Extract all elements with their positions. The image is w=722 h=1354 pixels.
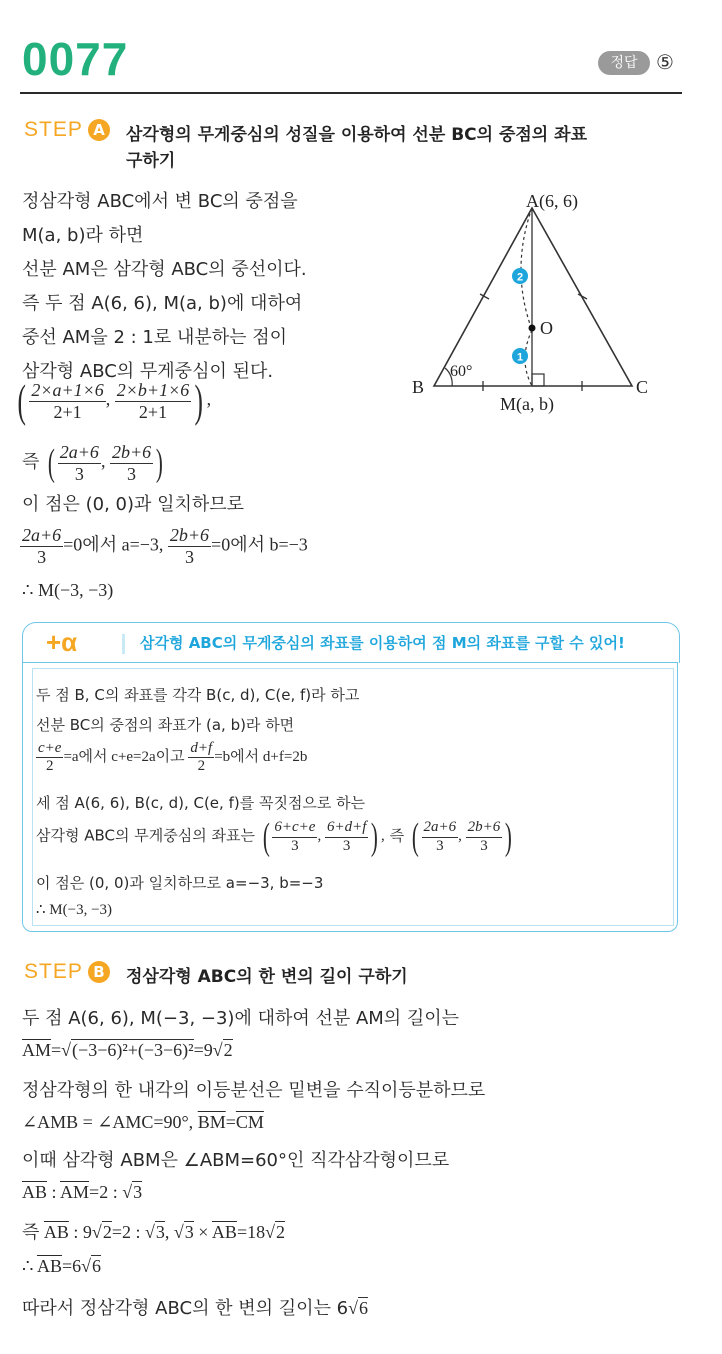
radicand: 3: [184, 1222, 194, 1242]
radicand: 6: [359, 1298, 369, 1318]
ab-result-line: ∴ $\overline{AB}=6√6$: [22, 1256, 102, 1276]
frac-den: 3: [480, 837, 488, 854]
solve-line: [20, 525, 308, 567]
body-line-2: M(a, b)라 하면: [22, 225, 144, 246]
radicand: (−3−6)²+(−3−6)²: [72, 1040, 194, 1060]
tip-line-2: 선분 BC의 중점의 좌표가 (a, b)라 하면: [36, 716, 295, 734]
ratio-rest: =2 :: [89, 1182, 123, 1202]
solve-b: =0에서 b=−3: [211, 534, 308, 555]
angle-label: 60°: [450, 363, 473, 380]
frac-den: 3: [74, 463, 84, 484]
solve-end: =18: [236, 1222, 266, 1242]
final-answer-line: 따라서 정삼각형 ABC의 한 변의 길이는 6√6: [22, 1298, 369, 1319]
radicand: 3: [155, 1222, 165, 1242]
step-b-line-3: 정삼각형의 한 내각의 이등분선은 밑변을 수직이등분하므로: [22, 1080, 486, 1101]
frac-num: 6+c+e: [272, 819, 317, 837]
step-a-title-line2: 구하기: [126, 151, 176, 171]
solve-mid2: =2 :: [111, 1222, 145, 1242]
ratio-colon: :: [47, 1182, 61, 1202]
tip-line-3-end: =b에서 d+f=2b: [214, 749, 308, 766]
body-line-3: 선분 AM은 삼각형 ABC의 중선이다.: [22, 259, 307, 280]
segment-ab: $\overline{AB}$: [36, 1256, 62, 1276]
step-b-line-1: 두 점 A(6, 6), M(−3, −3)에 대하여 선분 AM의 길이는: [22, 1008, 460, 1029]
label-o: O: [540, 318, 553, 338]
frac-den: 3: [342, 837, 351, 854]
step-b-title: 정삼각형 ABC의 한 변의 길이 구하기: [126, 967, 408, 987]
simplified-prefix: 즉: [22, 451, 40, 473]
solve-ab-line: 즉 $\overline{AB}$ : 9√2=2 : √3, $√3 \times \overline{AB}=18√2$: [22, 1222, 285, 1242]
am-rhs: =9: [193, 1040, 213, 1060]
triangle-abc: [434, 208, 632, 386]
right-angle-mark: [532, 374, 544, 386]
solve-mid4: ×: [193, 1222, 212, 1242]
ab-eq: =6: [61, 1256, 82, 1276]
frac-den: 2+1: [138, 401, 168, 422]
result-m: ∴ M(−3, −3): [22, 580, 114, 600]
step-a-label: STEP: [24, 118, 83, 141]
triangle-figure: [400, 180, 700, 420]
body-line-4: 즉 두 점 A(6, 6), M(a, b)에 대하여: [22, 293, 303, 314]
segment-am: $\overline{AM}$: [60, 1182, 90, 1202]
solve-a: =0에서 a=−3,: [63, 534, 164, 555]
frac-num: 6+d+f: [325, 819, 368, 837]
solve-prefix: 즉: [22, 1222, 40, 1242]
radicand: 6: [92, 1256, 102, 1276]
segment-ab: $\overline{AB}$: [211, 1222, 237, 1242]
segment-ab: $\overline{AB}$: [22, 1182, 48, 1202]
segment-bm: $\overline{BM}$: [197, 1112, 226, 1132]
frac-num: 2b+6: [111, 442, 152, 462]
problem-number: 0077: [22, 33, 129, 85]
marker-2-text: 2: [516, 271, 524, 284]
body-line-6: 삼각형 ABC의 무게중심이 된다.: [22, 361, 274, 382]
step-b-circle: B: [88, 961, 110, 983]
step-a-title-line1: 삼각형의 무게중심의 성질을 이용하여 선분 BC의 중점의 좌표: [126, 125, 587, 145]
tip-line-5: 삼각형 ABC의 무게중심의 좌표는 ( $\frac{6+c+e}{3}$ , $\frac{6+d+f}{3}$ ) , 즉 ( $\frac{2a+6}{3}$ , $\frac{2b+6}{3}$ ): [36, 816, 513, 858]
step-b-line-5: 이때 삼각형 ABM은 ∠ABM=60°인 직각삼각형이므로: [22, 1150, 450, 1171]
frac-num: 2b+6: [169, 525, 210, 545]
tip-line-3: [36, 740, 307, 776]
tip-divider: [122, 634, 125, 654]
frac-den: 3: [127, 463, 137, 484]
ratio-line: $\overline{AB}$ : $\overline{AM}=2$ : √3: [22, 1182, 143, 1202]
tip-header: 삼각형 ABC의 무게중심의 좌표를 이용하여 점 M의 좌표를 구할 수 있어!: [140, 634, 625, 652]
final-text: 따라서 정삼각형 ABC의 한 변의 길이는 6: [22, 1298, 349, 1319]
tip-line-6: 이 점은 (0, 0)과 일치하므로 a=−3, b=−3: [36, 874, 324, 892]
tip-line-5-mid: 즉: [389, 826, 405, 845]
radicand: 3: [133, 1182, 143, 1202]
frac-den: 3: [37, 546, 47, 567]
frac-num: 2a+6: [422, 819, 459, 837]
tip-line-3-mid: =a에서 c+e=2a이고: [63, 749, 185, 766]
label-a: A(6, 6): [526, 191, 578, 211]
step-a-circle: A: [88, 119, 110, 141]
angle-line: [22, 1112, 264, 1133]
marker-1-text: 1: [516, 351, 524, 364]
radicand: 2: [275, 1222, 285, 1242]
segment-am: $\overline{AM}$: [22, 1040, 52, 1060]
frac-num: 2a+6: [22, 525, 62, 545]
frac-den: 3: [291, 837, 299, 854]
radicand: 2: [102, 1222, 112, 1242]
eq-sign: =: [225, 1112, 236, 1132]
frac-den: 3: [436, 837, 444, 854]
centroid-o: [529, 325, 536, 332]
am-length-line: $\overline{AM}=√(-3-6)^2+(-3-6)^2=9√2$: [22, 1040, 233, 1060]
solve-mid: : 9: [68, 1222, 92, 1242]
body-line-10: 이 점은 (0, 0)과 일치하므로: [22, 494, 245, 515]
answer-badge: 정답: [598, 51, 650, 75]
frac-num: 2b+6: [466, 819, 503, 837]
label-m: M(a, b): [500, 394, 554, 414]
tip-line-5-prefix: 삼각형 ABC의 무게중심의 좌표는: [36, 826, 255, 845]
solve-mid3: ,: [164, 1222, 174, 1242]
frac-den: 2: [197, 758, 206, 775]
radicand: 2: [223, 1040, 233, 1060]
frac-num: c+e: [36, 740, 63, 758]
simplified-formula: 즉 ( $\frac{2a+6}{3}$ , $\frac{2b+6}{3}$ ): [22, 442, 163, 485]
frac-num: 2a+6: [59, 442, 99, 462]
therefore: ∴: [22, 1256, 34, 1276]
tip-line-4: 세 점 A(6, 6), B(c, d), C(e, f)를 꼭짓점으로 하는: [36, 794, 366, 812]
segment-cm: $\overline{CM}$: [235, 1112, 264, 1132]
header-divider: [20, 92, 682, 94]
answer-value: ⑤: [656, 50, 674, 74]
frac-den: 2+1: [53, 401, 82, 422]
frac-num: d+f: [188, 740, 214, 758]
plus-alpha-icon: +α: [46, 627, 78, 657]
frac-den: 2: [45, 758, 54, 775]
frac-num: 2×b+1×6: [116, 379, 190, 400]
frac-num: 2×a+1×6: [31, 379, 104, 400]
step-b-label: STEP: [24, 960, 83, 983]
segment-ab: $\overline{AB}$: [43, 1222, 69, 1242]
tip-line-7: ∴ M(−3, −3): [36, 902, 113, 918]
tip-line-1: 두 점 B, C의 좌표를 각각 B(c, d), C(e, f)라 하고: [36, 686, 360, 704]
angle-eq: ∠AMB = ∠AMC=90°,: [22, 1112, 194, 1132]
body-line-1: 정삼각형 ABC에서 변 BC의 중점을: [22, 191, 298, 212]
body-line-5: 중선 AM을 2 : 1로 내분하는 점이: [22, 327, 288, 348]
label-c: C: [636, 377, 649, 397]
frac-den: 3: [184, 546, 194, 567]
centroid-formula: ( $\frac{2\times a+1\times 6}{2+1}$ , $\frac{2\times b+1\times 6}{2+1}$ ) ,: [17, 375, 212, 426]
label-b: B: [412, 377, 425, 397]
